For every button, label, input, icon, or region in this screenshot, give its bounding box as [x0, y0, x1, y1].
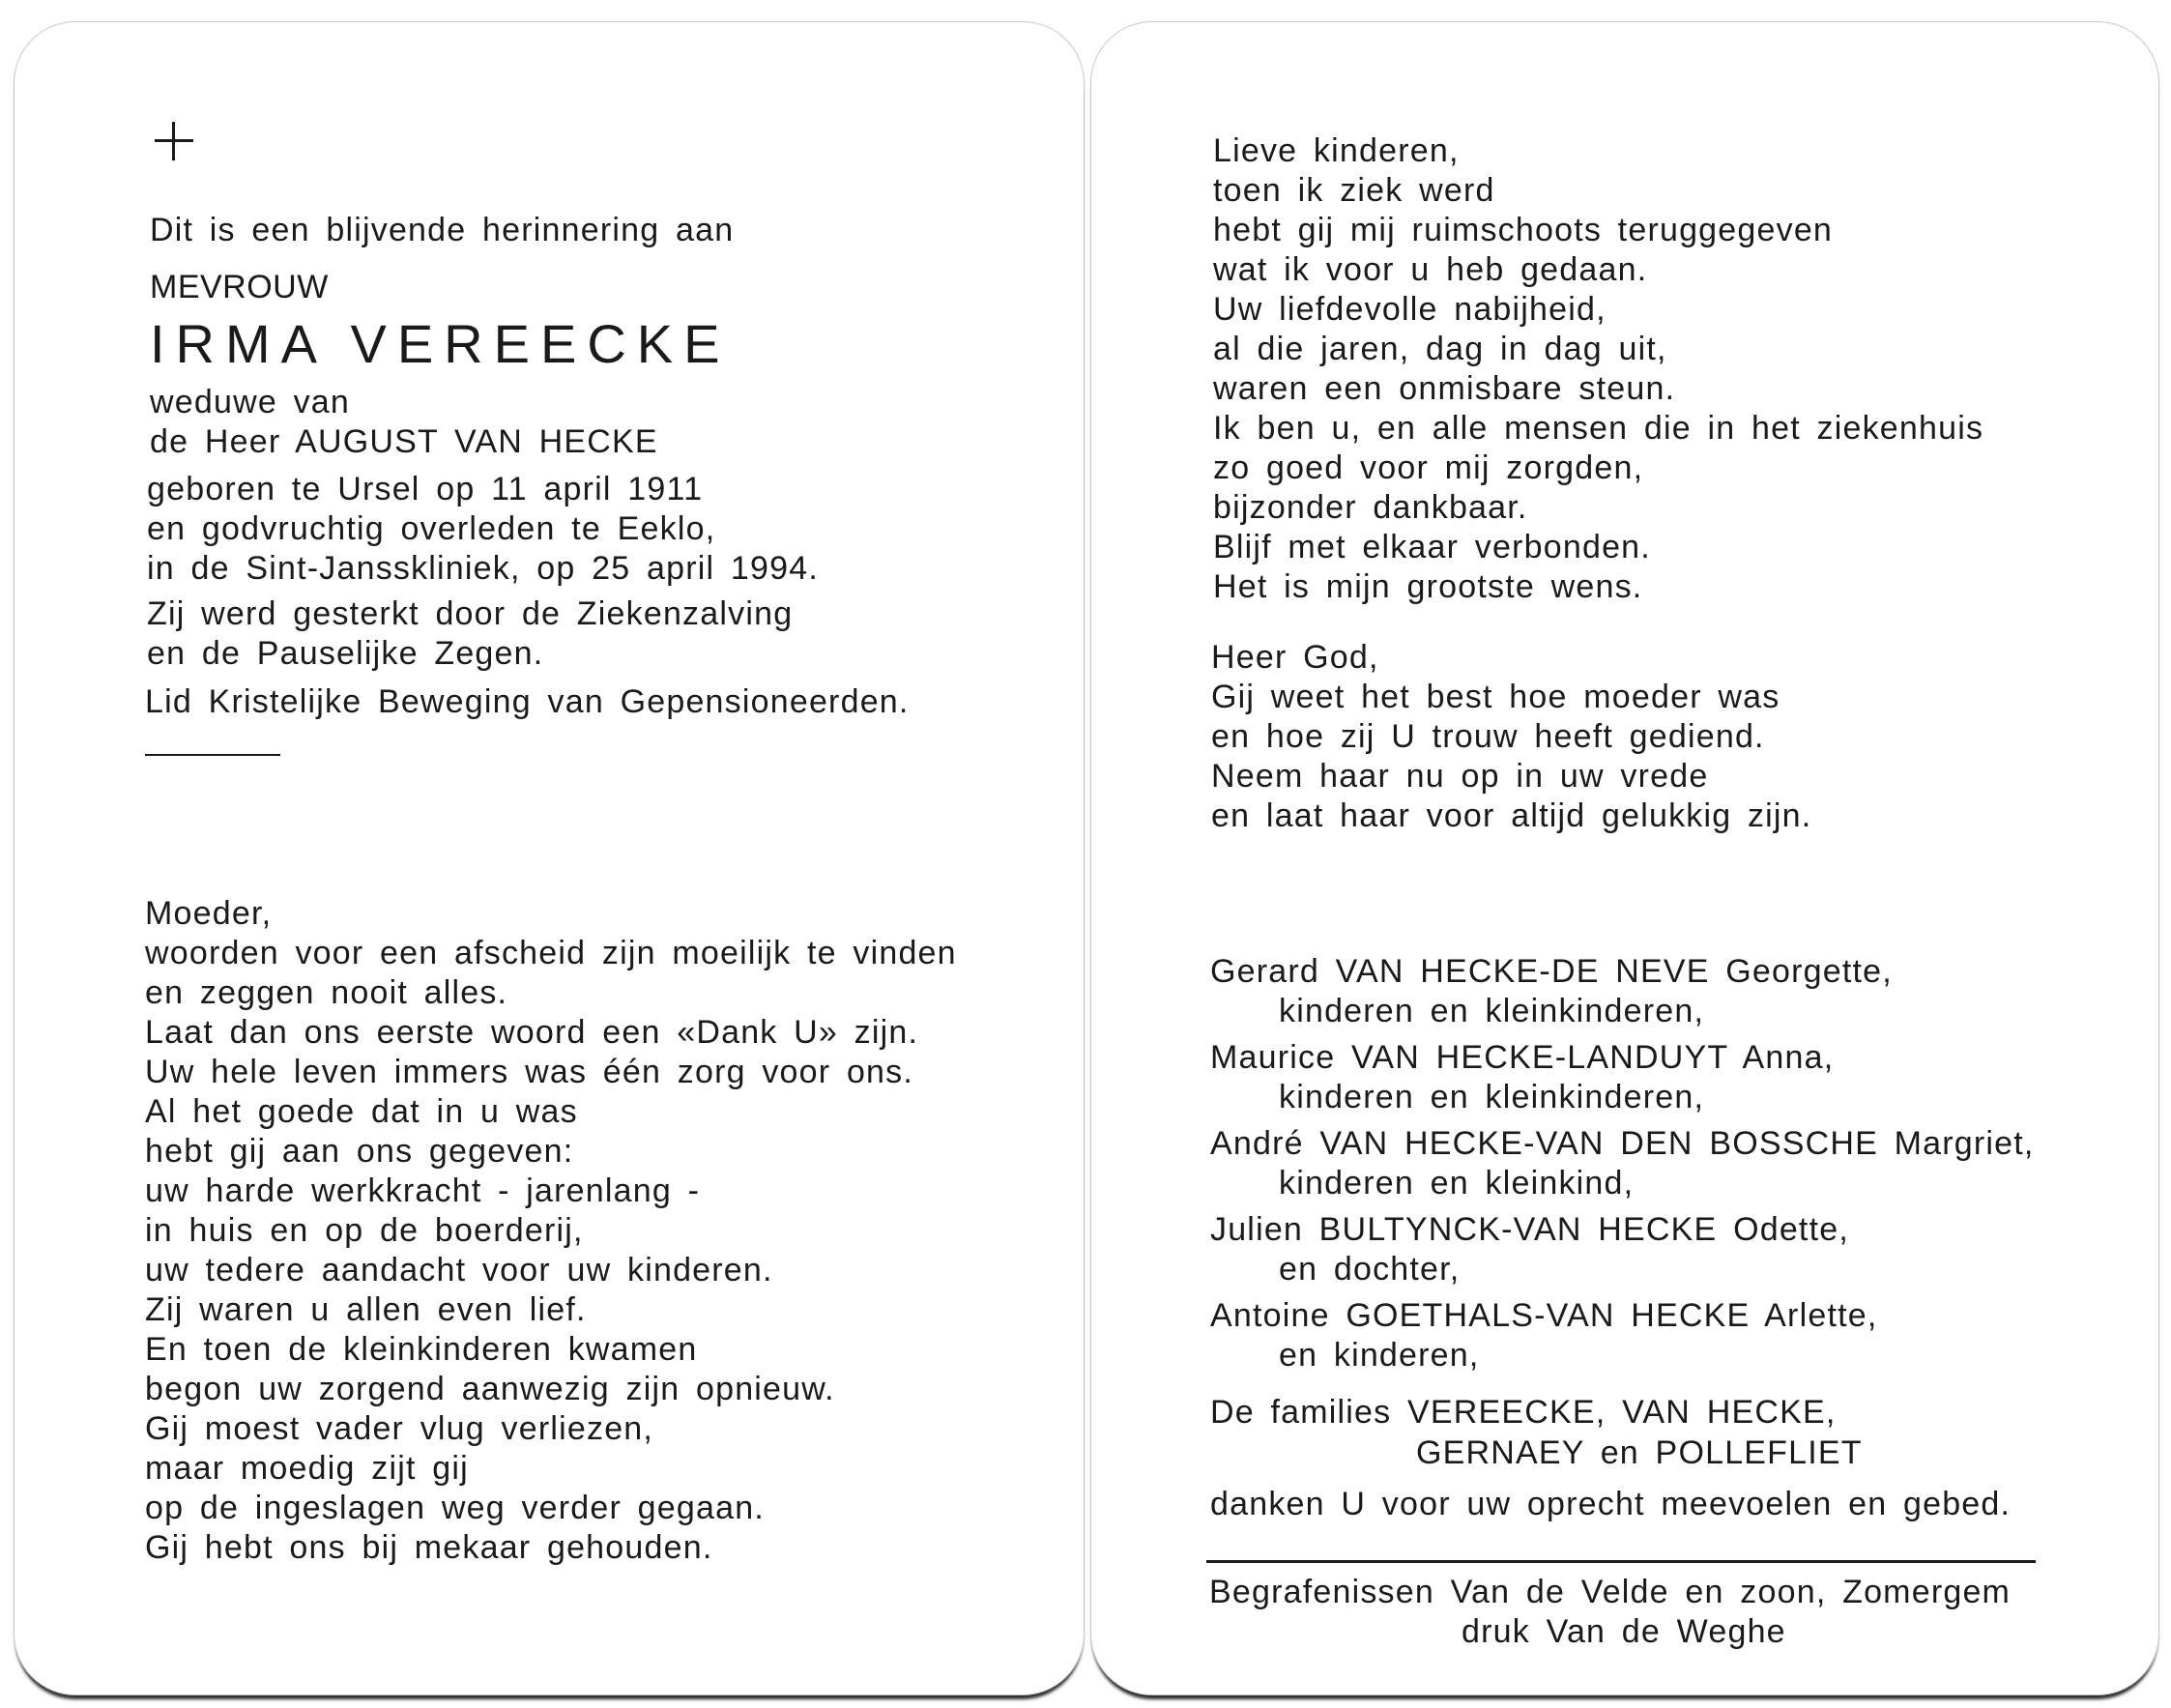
biography-line: en godvruchtig overleden te Eeklo, [147, 510, 716, 547]
poem-line: Laat dan ons eerste woord een «Dank U» zijn. [145, 1014, 919, 1051]
poem-line: Moeder, [145, 895, 273, 932]
family-entry-sub: kinderen en kleinkind, [1279, 1165, 1635, 1201]
biography-line: in de Sint-Jansskliniek, op 25 april 1994. [147, 550, 819, 587]
message-line: waren een onmisbare steun. [1213, 370, 1676, 407]
divider [145, 754, 280, 756]
poem-line: Uw hele leven immers was één zorg voor ons. [145, 1054, 914, 1090]
message-line: bijzonder dankbaar. [1213, 489, 1528, 526]
family-entry-name: André VAN HECKE-VAN DEN BOSSCHE Margriet, [1210, 1125, 2035, 1162]
prayer-line: Neem haar nu op in uw vrede [1211, 758, 1709, 795]
poem-line: Al het goede dat in u was [145, 1093, 578, 1130]
family-entry-name: Julien BULTYNCK-VAN HECKE Odette, [1210, 1211, 1849, 1248]
message-line: Lieve kinderen, [1213, 132, 1460, 169]
divider [1206, 1560, 2036, 1563]
undertaker-credit: Begrafenissen Van de Velde en zoon, Zomergem [1209, 1574, 2012, 1610]
membership-text: Lid Kristelijke Beweging van Gepensioneerden. [145, 683, 910, 720]
family-entry-sub: en kinderen, [1279, 1337, 1480, 1374]
sacraments-line: Zij werd gesterkt door de Ziekenzalving [147, 595, 794, 632]
poem-line: woorden voor een afscheid zijn moeilijk te vinden [145, 935, 957, 971]
message-line: Blijf met elkaar verbonden. [1213, 529, 1651, 565]
sacraments-line: en de Pauselijke Zegen. [147, 635, 544, 672]
poem-line: maar moedig zijt gij [145, 1450, 469, 1487]
message-line: hebt gij mij ruimschoots teruggegeven [1213, 212, 1834, 248]
cross-icon [155, 122, 193, 160]
poem-line: op de ingeslagen weg verder gegaan. [145, 1490, 765, 1526]
family-entry-name: Antoine GOETHALS-VAN HECKE Arlette, [1210, 1297, 1878, 1334]
message-line: wat ik voor u heb gedaan. [1213, 251, 1648, 288]
poem-line: en zeggen nooit alles. [145, 974, 508, 1011]
family-entry-name: Maurice VAN HECKE-LANDUYT Anna, [1210, 1039, 1835, 1076]
message-line: Ik ben u, en alle mensen die in het ziekenhuis [1213, 410, 1984, 447]
poem-line: Gij hebt ons bij mekaar gehouden. [145, 1529, 713, 1566]
message-line: al die jaren, dag in dag uit, [1213, 331, 1667, 367]
poem-line: uw harde werkkracht - jarenlang - [145, 1172, 701, 1209]
message-line: Uw liefdevolle nabijheid, [1213, 291, 1607, 328]
family-entry-sub: en dochter, [1279, 1251, 1461, 1288]
sacraments-block [147, 594, 793, 674]
poem-line: Zij waren u allen even lief. [145, 1291, 587, 1328]
biography-line: geboren te Ursel op 11 april 1911 [147, 471, 704, 507]
prayer-block [1211, 638, 1811, 836]
prayer-line: Heer God, [1211, 639, 1379, 676]
poem-line: hebt gij aan ons gegeven: [145, 1133, 574, 1170]
poem-block [145, 894, 957, 1568]
printer-credit: druk Van de Weghe [1462, 1613, 1786, 1650]
poem-line: Gij moest vader vlug verliezen, [145, 1410, 654, 1447]
family-entry-sub: kinderen en kleinkinderen, [1279, 993, 1705, 1029]
message-line: toen ik ziek werd [1213, 172, 1495, 209]
prayer-line: en laat haar voor altijd gelukkig zijn. [1211, 797, 1812, 834]
families-line: De families VEREECKE, VAN HECKE, [1210, 1394, 1837, 1431]
message-block [1213, 131, 1983, 607]
poem-line: En toen de kleinkinderen kwamen [145, 1331, 698, 1368]
families-line: GERNAEY en POLLEFLIET [1416, 1434, 1863, 1471]
widow-of-label: weduwe van [150, 384, 351, 420]
family-entry-sub: kinderen en kleinkinderen, [1279, 1079, 1705, 1115]
thanks-text: danken U voor uw oprecht meevoelen en gebed. [1210, 1486, 2012, 1522]
poem-line: begon uw zorgend aanwezig zijn opnieuw. [145, 1371, 835, 1407]
poem-line: in huis en op de boerderij, [145, 1212, 584, 1249]
message-line: Het is mijn grootste wens. [1213, 568, 1643, 605]
deceased-name: IRMA VEREECKE [150, 313, 731, 374]
intro-text: Dit is een blijvende herinnering aan [150, 212, 735, 248]
message-line: zo goed voor mij zorgden, [1213, 449, 1644, 486]
biography-block [147, 470, 819, 589]
poem-line: uw tedere aandacht voor uw kinderen. [145, 1252, 773, 1288]
husband-name: de Heer AUGUST VAN HECKE [150, 423, 658, 460]
prayer-line: Gij weet het best hoe moeder was [1211, 679, 1780, 715]
honorific: MEVROUW [150, 269, 329, 305]
prayer-line: en hoe zij U trouw heeft gediend. [1211, 718, 1765, 755]
family-entry-name: Gerard VAN HECKE-DE NEVE Georgette, [1210, 953, 1893, 990]
